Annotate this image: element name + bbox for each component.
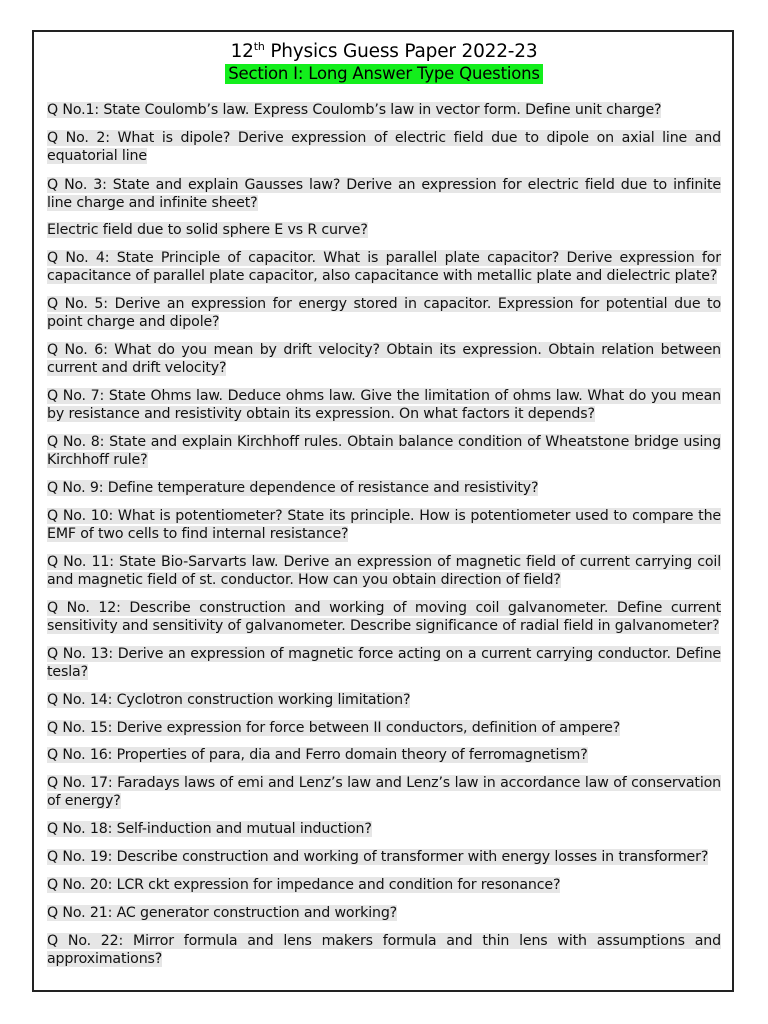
- question-text: Q No. 18: Self-induction and mutual induction?: [47, 821, 372, 837]
- question-text: Electric field due to solid sphere E vs R curve?: [47, 222, 368, 238]
- question-text: Q No. 21: AC generator construction and working?: [47, 905, 398, 921]
- question-18: [47, 820, 721, 838]
- question-21: [47, 904, 721, 922]
- question-20: [47, 876, 721, 894]
- question-text: Q No. 12: Describe construction and working of moving coil galvanometer. Define current sensitivity and sensitivity of galvanometer. Describe significance of radial field in galvanometer?: [47, 600, 721, 635]
- question-text: Q No. 8: State and explain Kirchhoff rules. Obtain balance condition of Wheatstone bridge using Kirchhoff rule?: [47, 434, 721, 469]
- question-text: Q No. 6: What do you mean by drift velocity? Obtain its expression. Obtain relation between current and drift velocity?: [47, 342, 721, 377]
- title-ordinal-suffix: th: [253, 40, 265, 53]
- question-text: Q No. 2: What is dipole? Derive expression of electric field due to dipole on axial line and equatorial line: [47, 130, 721, 165]
- question-text: Q No. 5: Derive an expression for energy stored in capacitor. Expression for potential due to point charge and dipole?: [47, 296, 721, 331]
- question-2: [47, 129, 721, 166]
- question-19: [47, 848, 721, 866]
- question-5: [47, 295, 721, 332]
- question-14: [47, 691, 721, 709]
- question-text: Q No. 11: State Bio-Sarvarts law. Derive an expression of magnetic field of current carrying coil and magnetic field of st. conductor. How can you obtain direction of field?: [47, 554, 721, 589]
- question-15: [47, 719, 721, 737]
- question-3-continued: [47, 221, 721, 239]
- question-10: [47, 507, 721, 544]
- question-1: [47, 101, 721, 119]
- question-text: Q No. 3: State and explain Gausses law? Derive an expression for electric field due to infinite line charge and infinite sheet?: [47, 177, 721, 212]
- question-text: Q No. 14: Cyclotron construction working limitation?: [47, 692, 411, 708]
- document-header: [0, 40, 768, 84]
- question-text: Q No. 13: Derive an expression of magnetic force acting on a current carrying conductor. Define tesla?: [47, 646, 721, 681]
- document-title: [0, 40, 768, 64]
- question-16: [47, 746, 721, 764]
- title-text: Physics Guess Paper 2022-23: [264, 41, 538, 62]
- title-number: 12: [230, 41, 254, 62]
- question-17: [47, 774, 721, 811]
- question-22: [47, 932, 721, 969]
- question-7: [47, 387, 721, 424]
- question-4: [47, 249, 721, 286]
- section-heading: Section I: Long Answer Type Questions: [225, 64, 543, 84]
- question-3: [47, 176, 721, 213]
- question-9: [47, 479, 721, 497]
- question-text: Q No. 9: Define temperature dependence of resistance and resistivity?: [47, 480, 539, 496]
- question-text: Q No. 17: Faradays laws of emi and Lenz’s law and Lenz’s law in accordance law of conservation of energy?: [47, 775, 721, 810]
- question-text: Q No.1: State Coulomb’s law. Express Coulomb’s law in vector form. Define unit charge?: [47, 102, 662, 118]
- question-text: Q No. 4: State Principle of capacitor. What is parallel plate capacitor? Derive expression for capacitance of parallel plate capacitor, also capacitance with metallic plate and dielectric plate?: [47, 250, 721, 285]
- question-text: Q No. 16: Properties of para, dia and Ferro domain theory of ferromagnetism?: [47, 747, 588, 763]
- question-text: Q No. 15: Derive expression for force between II conductors, definition of ampere?: [47, 720, 621, 736]
- question-8: [47, 433, 721, 470]
- question-text: Q No. 19: Describe construction and working of transformer with energy losses in transformer?: [47, 849, 709, 865]
- question-13: [47, 645, 721, 682]
- question-6: [47, 341, 721, 378]
- question-text: Q No. 20: LCR ckt expression for impedance and condition for resonance?: [47, 877, 561, 893]
- question-12: [47, 599, 721, 636]
- question-11: [47, 553, 721, 590]
- question-text: Q No. 22: Mirror formula and lens makers formula and thin lens with assumptions and approximations?: [47, 933, 721, 968]
- question-text: Q No. 10: What is potentiometer? State its principle. How is potentiometer used to compare the EMF of two cells to find internal resistance?: [47, 508, 721, 543]
- question-text: Q No. 7: State Ohms law. Deduce ohms law. Give the limitation of ohms law. What do you mean by resistance and resistivity obtain its expression. On what factors it depends?: [47, 388, 721, 423]
